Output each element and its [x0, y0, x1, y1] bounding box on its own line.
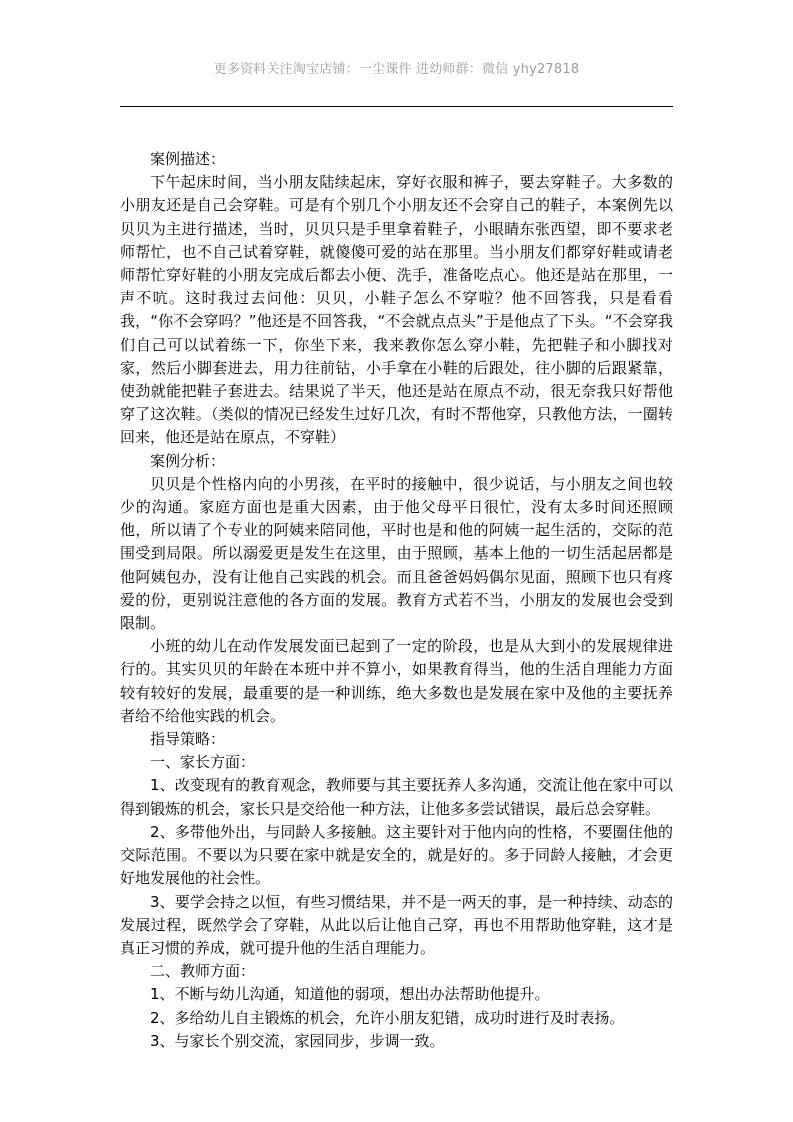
paragraph-analysis-1: 贝贝是个性格内向的小男孩，在平时的接触中，很少说话，与小朋友之间也较少的沟通。家庭方面也是重大因素，由于他父母平日很忙，没有太多时间还照顾他，所以请了个专业的阿姨来陪同他，平时也是和他的阿姨一起生活的，交际的范围受到局限。所以溺爱更是发生在这里，由于照顾，基本上他的一切生活起居都是他阿姨包办，没有让他自己实践的机会。而且爸爸妈妈偶尔见面，照顾下也只有疼爱的份，更别说注意他的各方面的发展。教育方式若不当，小朋友的发展也会受到限制。: [120, 474, 673, 633]
teacher-strategy-2: 2、多给幼儿自主锻炼的机会，允许小朋友犯错，成功时进行及时表扬。: [150, 1008, 625, 1027]
section-heading-guidance: 指导策略：: [150, 730, 226, 749]
parent-strategy-2: 2、多带他外出，与同龄人多接触。这主要针对于他内向的性格，不要圈住他的交际范围。不要以为只要在家中就是安全的，就是好的。多于同龄人接触，才会更好地发展他的社会性。: [120, 822, 673, 888]
parent-strategy-3: 3、要学会持之以恒，有些习惯结果，并不是一两天的事，是一种持续、动态的发展过程，既然学会了穿鞋，从此以后让他自己穿，再也不用帮助他穿鞋，这才是真正习惯的养成，就可提升他的生活自理能力。: [120, 892, 673, 957]
header-divider: [120, 106, 673, 107]
section-heading-case-analysis: 案例分析：: [150, 451, 226, 470]
document-body: [120, 148, 673, 1053]
page-header: 更多资料关注淘宝店铺：一尘课件 进幼师群：微信 yhy27818: [213, 62, 580, 77]
teacher-strategy-1: 1、不断与幼儿沟通，知道他的弱项，想出办法帮助他提升。: [150, 985, 550, 1004]
parent-strategy-1: 1、改变现有的教育观念，教师要与其主要抚养人多沟通，交流让他在家中可以得到锻炼的机会，家长只是交给他一种方法，让他多多尝试错误，最后总会穿鞋。: [120, 776, 673, 818]
paragraph-analysis-2: 小班的幼儿在动作发展发面已起到了一定的阶段，也是从大到小的发展规律进行的。其实贝贝的年龄在本班中并不算小，如果教育得当，他的生活自理能力方面较有较好的发展，最重要的是一种训练，绝大多数也是发展在家中及他的主要抚养者给不给他实践的机会。: [120, 637, 673, 725]
subheading-parents: 一、家长方面：: [150, 753, 256, 772]
section-heading-case-description: 案例描述：: [150, 150, 226, 168]
teacher-strategy-3: 3、与家长个别交流，家园同步，步调一致。: [150, 1031, 445, 1050]
paragraph-case-description: 下午起床时间，当小朋友陆续起床，穿好衣服和裤子，要去穿鞋子。大多数的小朋友还是自己会穿鞋。可是有个别几个小朋友还不会穿自己的鞋子，本案例先以贝贝为主进行描述，当时，贝贝只是手里拿着鞋子，小眼睛东张西望，即不要求老师帮忙，也不自己试着穿鞋，就傻傻可爱的站在那里。当小朋友们都穿好鞋或请老师帮忙穿好鞋的小朋友完成后都去小便、洗手，准备吃点心。他还是站在那里，一声不吭。这时我过去问他：贝贝，小鞋子怎么不穿啦？他不回答我，只是看看我，“你不会穿吗？”他还是不回答我，“不会就点点头”于是他点了下头。“不会穿我们自己可以试着练一下，你坐下来，我来教你怎么穿小鞋，先把鞋子和小脚找对家，然后小脚套进去，用力往前钻，小手拿在小鞋的后跟处，往小脚的后跟紧靠，使劲就能把鞋子套进去。结果说了半天，他还是站在原点不动，很无奈我只好帮他穿了这次鞋。（类似的情况已经发生过好几次，有时不帮他穿，只教他方法，一圈转回来，他还是站在原点，不穿鞋）: [120, 173, 673, 447]
subheading-teachers: 二、教师方面：: [150, 962, 256, 981]
